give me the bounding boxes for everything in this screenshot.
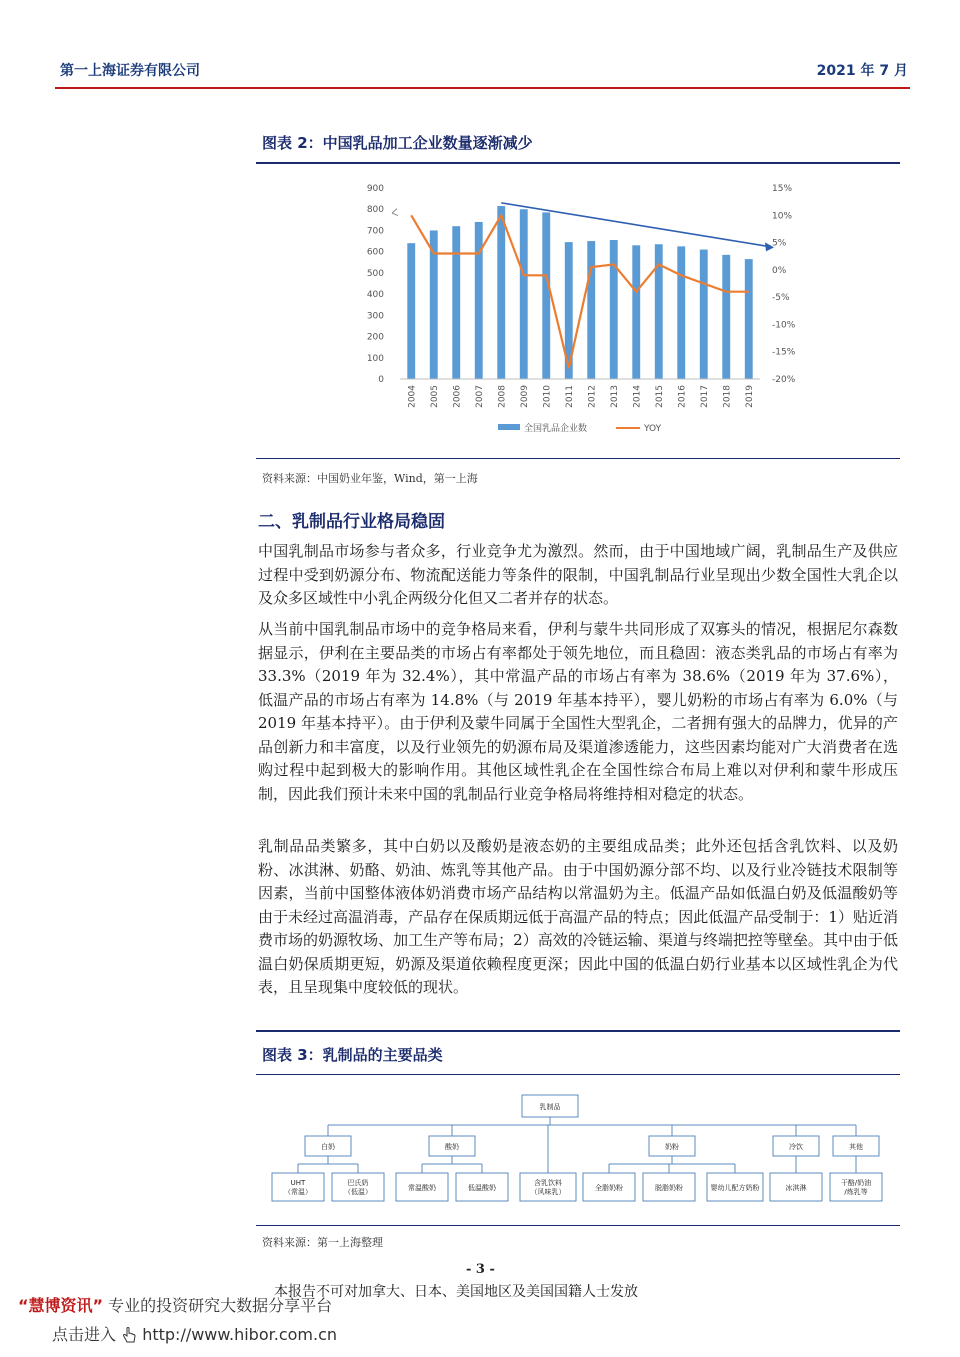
bar-2010 <box>542 212 550 379</box>
y-left-tick-label: 800 <box>366 205 384 216</box>
node-leaf-label: 低温酸奶 <box>468 1184 496 1192</box>
figure2-top-rule <box>256 162 900 164</box>
y-left-tick-label: 500 <box>366 268 384 279</box>
node-category-label: 其他 <box>849 1143 863 1151</box>
left-axis-arrow-marker <box>392 209 398 216</box>
x-tick-label: 2006 <box>452 385 463 408</box>
x-tick-label: 2012 <box>587 385 598 408</box>
y-left-tick-label: 400 <box>366 290 384 301</box>
x-tick-label: 2008 <box>497 385 508 408</box>
y-left-tick-label: 700 <box>366 226 384 237</box>
promo-text: 专业的投资研究大数据分享平台 <box>108 1296 333 1315</box>
bar-2012 <box>587 241 595 379</box>
node-leaf <box>520 1173 576 1201</box>
bar-2006 <box>452 226 460 379</box>
figure3-title: 图表 3：乳制品的主要品类 <box>262 1046 443 1064</box>
x-tick-label: 2017 <box>699 385 710 408</box>
figure3-bottom-rule <box>256 1225 900 1226</box>
y-left-tick-label: 300 <box>366 311 384 322</box>
node-leaf-label: UHT <box>290 1179 306 1187</box>
y-left-tick-label: 100 <box>366 353 384 364</box>
legend-bar-label: 全国乳品企业数 <box>524 424 588 434</box>
header-date: 2021 年 7 月 <box>816 63 908 79</box>
section-title: 二、乳制品行业格局稳固 <box>258 512 445 532</box>
bar-2013 <box>610 240 618 379</box>
legend-bar-swatch <box>498 424 520 430</box>
figure2-title: 图表 2：中国乳品加工企业数量逐渐减少 <box>262 134 533 152</box>
node-leaf-label: 婴幼儿配方奶粉 <box>710 1184 760 1192</box>
y-right-tick-label: -5% <box>772 293 790 304</box>
pointing-hand-icon <box>121 1327 137 1345</box>
y-right-tick-label: -10% <box>772 320 796 331</box>
y-left-tick-label: 900 <box>366 184 384 194</box>
node-category-label: 白奶 <box>321 1143 335 1151</box>
node-leaf-label: 冰淇淋 <box>785 1184 807 1192</box>
header-company: 第一上海证券有限公司 <box>60 63 200 79</box>
node-category-label: 冷饮 <box>789 1143 803 1151</box>
node-leaf-label: 巴氏奶 <box>347 1179 369 1187</box>
node-leaf-label: /炼乳等 <box>844 1188 868 1196</box>
y-right-tick-label: -15% <box>772 347 796 358</box>
legend-line-label: YOY <box>644 424 662 434</box>
node-leaf-label: （低温） <box>344 1188 372 1196</box>
figure3-source: 资料来源：第一上海整理 <box>262 1236 383 1249</box>
figure2-chart <box>358 172 808 442</box>
y-right-tick-label: 5% <box>772 238 787 249</box>
node-root-label: 乳制品 <box>539 1103 561 1111</box>
bar-2014 <box>632 245 640 379</box>
bar-2017 <box>700 250 708 379</box>
y-right-tick-label: 15% <box>772 184 793 194</box>
promo-link-line[interactable] <box>52 1322 337 1345</box>
bar-2016 <box>677 246 685 379</box>
disclaimer: 本报告不可对加拿大、日本、美国地区及美国国籍人士发放 <box>274 1284 638 1300</box>
node-leaf <box>272 1173 324 1201</box>
x-tick-label: 2007 <box>474 385 485 408</box>
node-leaf-label: 常温酸奶 <box>408 1184 436 1192</box>
promo-brand: “慧博资讯” <box>18 1296 104 1315</box>
node-category-label: 酸奶 <box>445 1143 459 1151</box>
y-left-tick-label: 600 <box>366 247 384 258</box>
y-right-tick-label: 0% <box>772 265 787 276</box>
header-divider <box>55 87 910 89</box>
y-left-tick-label: 0 <box>378 375 384 385</box>
node-leaf-label: （风味乳） <box>530 1188 566 1196</box>
node-leaf-label: 全脂奶粉 <box>595 1184 623 1192</box>
dairy-category-diagram <box>270 1085 890 1215</box>
figure3-title-rule <box>256 1074 900 1075</box>
y-left-tick-label: 200 <box>366 332 384 343</box>
x-tick-label: 2009 <box>519 385 530 408</box>
x-tick-label: 2018 <box>722 385 733 408</box>
figure2-bottom-rule <box>256 458 900 459</box>
paragraph-1: 中国乳制品市场参与者众多，行业竞争尤为激烈。然而，由于中国地域广阔，乳制品生产及供应过程中受到奶源分布、物流配送能力等条件的限制，中国乳制品行业呈现出少数全国性大乳企以及众多区域性中小乳企两级分化但又二者并存的状态。 <box>258 542 898 607</box>
node-leaf <box>830 1173 882 1201</box>
bar-2007 <box>475 222 483 379</box>
bar-2009 <box>520 209 528 379</box>
bar-2004 <box>407 243 415 379</box>
node-leaf-label: （常温） <box>284 1188 312 1196</box>
x-tick-label: 2019 <box>744 385 755 408</box>
paragraph-2: 从当前中国乳制品市场中的竞争格局来看，伊利与蒙牛共同形成了双寡头的情况，根据尼尔森数据显示，伊利在主要品类的市场占有率都处于领先地位，而且稳固：液态类乳品的市场占有率为 33.3%（2019 年为 32.4%），其中常温产品的市场占有率为 38.6%（2019 年为 37.6%）， 低温产品的市场占有率为 14.8%（与 2019 年基本持平），婴儿奶粉的市场占有率为 6.0%（与 2019 年基本持平）。由于伊利及蒙牛同属于全国性大型乳企，二者拥有强大的品牌力，优异的产品创新力和丰富度，以及行业领先的奶源布局及渠道渗透能力，这些因素均能对广大消费者在选购过程中起到极大的影响作用。其他区域性乳企在全国性综合布局上难以对伊利和蒙牛形成压制，因此我们预计未来中国的乳制品行业竞争格局将维持相对稳定的状态。 <box>258 620 898 803</box>
promo-click-label: 点击进入 <box>52 1325 117 1344</box>
node-leaf-label: 含乳饮料 <box>534 1179 562 1187</box>
y-right-tick-label: 10% <box>772 211 793 222</box>
x-tick-label: 2015 <box>654 385 665 408</box>
x-tick-label: 2010 <box>542 385 553 408</box>
y-right-tick-label: -20% <box>772 375 796 385</box>
figure3-top-rule <box>256 1030 900 1032</box>
x-tick-label: 2011 <box>564 385 575 408</box>
bar-2008 <box>497 206 505 379</box>
node-leaf-label: 干酪/奶油 <box>840 1179 872 1187</box>
node-leaf-label: 脱脂奶粉 <box>655 1184 683 1192</box>
node-category-label: 奶粉 <box>665 1143 679 1151</box>
x-tick-label: 2014 <box>632 385 643 408</box>
node-leaf <box>332 1173 384 1201</box>
figure2-source: 资料来源：中国奶业年鉴，Wind，第一上海 <box>262 472 478 485</box>
page-number: - 3 - <box>466 1262 495 1277</box>
promo-url-link[interactable]: http://www.hibor.com.cn <box>142 1325 338 1344</box>
paragraph-3: 乳制品品类繁多，其中白奶以及酸奶是液态奶的主要组成品类；此外还包括含乳饮料、以及奶粉、冰淇淋、奶酪、奶油、炼乳等其他产品。由于中国奶源分部不均、以及行业冷链技术限制等因素，当前中国整体液体奶消费市场产品结构以常温奶为主。低温产品如低温白奶及低温酸奶等由于未经过高温消毒，产品存在保质期远低于高温产品的特点；因此低温产品受制于：1）贴近消费市场的奶源牧场、加工生产等布局；2）高效的冷链运输、渠道与终端把控等壁垒。其中由于低温白奶保质期更短，奶源及渠道依赖程度更深；因此中国的低温白奶行业基本以区域性乳企为代表，且呈现集中度较低的现状。 <box>258 837 898 996</box>
bar-2019 <box>745 259 753 379</box>
x-tick-label: 2013 <box>609 385 620 408</box>
trend-arrow <box>501 203 768 247</box>
x-tick-label: 2005 <box>429 385 440 408</box>
x-tick-label: 2004 <box>407 385 418 408</box>
promo-line <box>18 1293 332 1316</box>
x-tick-label: 2016 <box>677 385 688 408</box>
yoy-line <box>411 215 749 368</box>
bar-2018 <box>722 255 730 379</box>
